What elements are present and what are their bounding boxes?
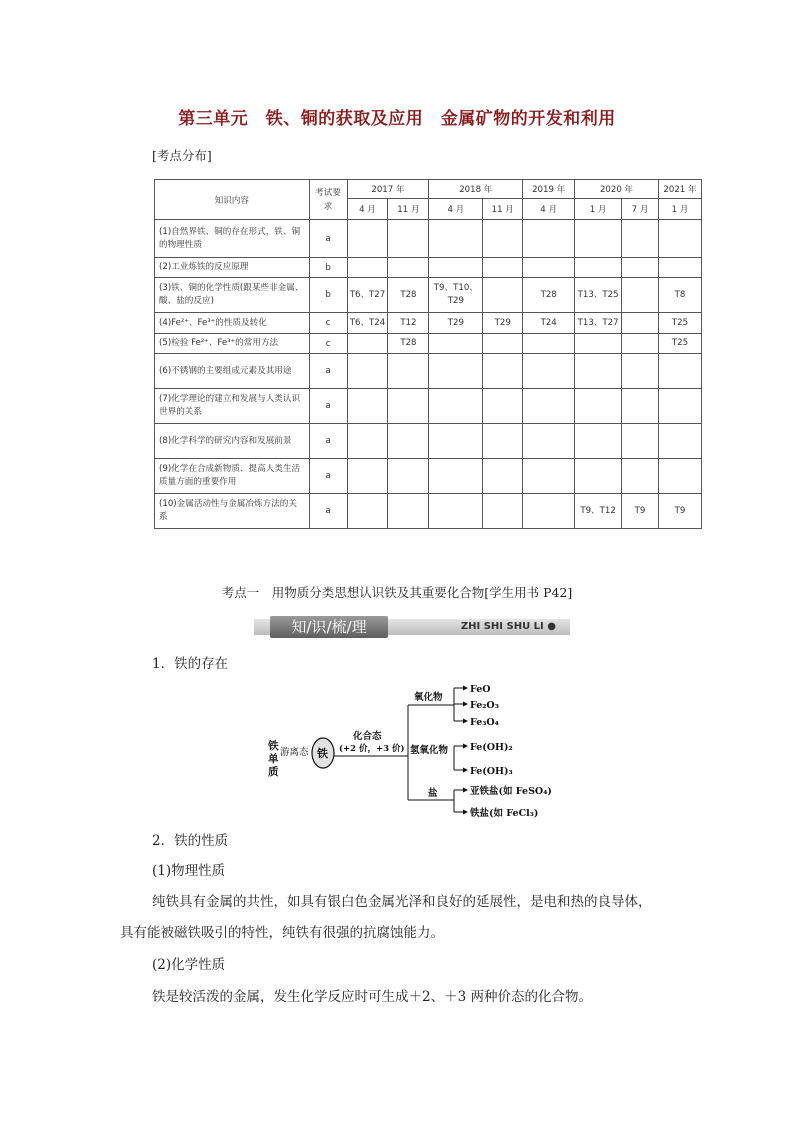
question-cell	[575, 459, 622, 494]
ferrous-salt: 亚铁盐(如 FeSO₄)	[470, 786, 552, 797]
question-cell	[658, 258, 701, 278]
table-row	[155, 424, 702, 459]
question-cell	[575, 334, 622, 354]
question-cell	[429, 424, 483, 459]
question-cell: T25	[658, 334, 701, 354]
question-cell: T28	[523, 278, 575, 313]
question-cell	[523, 424, 575, 459]
diagram-label-single: 单	[268, 753, 279, 765]
heading-chemical: (2)化学性质	[152, 957, 226, 973]
question-cell: T29	[429, 313, 483, 334]
question-cell	[575, 258, 622, 278]
header-month: 11 月	[483, 199, 523, 220]
header-year: 2021 年	[658, 180, 701, 199]
question-cell	[658, 220, 701, 258]
header-year: 2018 年	[429, 180, 523, 199]
diagram-combined-state: 化合态	[353, 731, 382, 742]
question-cell: T13、T27	[575, 313, 622, 334]
header-requirement: 考试要求	[309, 180, 347, 220]
requirement-cell: b	[309, 278, 347, 313]
requirement-cell: b	[309, 258, 347, 278]
question-cell	[658, 389, 701, 424]
knowledge-cell: (1)自然界铁、铜的存在形式，铁、铜的物理性质	[155, 220, 310, 258]
topic-heading: 考点一 用物质分类思想认识铁及其重要化合物[学生用书 P42]	[221, 585, 573, 600]
diagram-label-substance: 质	[268, 766, 279, 778]
header-month: 4 月	[347, 199, 388, 220]
question-cell	[347, 258, 388, 278]
question-cell	[483, 220, 523, 258]
question-cell	[622, 389, 659, 424]
knowledge-cell: (5)检验 Fe²⁺、Fe³⁺的常用方法	[155, 334, 310, 354]
header-year: 2020 年	[575, 180, 659, 199]
question-cell	[483, 494, 523, 529]
question-cell: T6、T27	[347, 278, 388, 313]
question-cell	[347, 220, 388, 258]
knowledge-cell: (7)化学理论的建立和发展与人类认识世界的关系	[155, 389, 310, 424]
diagram-circle-label: 铁	[317, 747, 328, 760]
heading-physical: (1)物理性质	[152, 863, 226, 879]
question-cell	[483, 258, 523, 278]
question-cell	[388, 220, 429, 258]
table-row	[155, 354, 702, 389]
question-cell: T9	[622, 494, 659, 529]
question-cell	[429, 494, 483, 529]
question-cell	[429, 334, 483, 354]
question-cell: T9	[658, 494, 701, 529]
section-subheading: [考点分布]	[152, 148, 212, 163]
requirement-cell: c	[309, 334, 347, 354]
question-cell	[523, 334, 575, 354]
knowledge-cell: (8)化学科学的研究内容和发展前景	[155, 424, 310, 459]
requirement-cell: c	[309, 313, 347, 334]
header-month: 1 月	[575, 199, 622, 220]
paragraph-physical-2: 具有能被磁铁吸引的特性，纯铁有很强的抗腐蚀能力。	[120, 925, 444, 941]
question-cell	[658, 459, 701, 494]
header-month: 7 月	[622, 199, 659, 220]
diagram-oxide: 氧化物	[414, 692, 443, 703]
header-knowledge: 知识内容	[155, 180, 310, 220]
question-cell: T6、T24	[347, 313, 388, 334]
formula-feoh3: Fe(OH)₃	[470, 766, 513, 777]
question-cell	[429, 258, 483, 278]
question-cell	[388, 459, 429, 494]
question-cell	[622, 424, 659, 459]
question-cell	[347, 334, 388, 354]
knowledge-cell: (10)金属活动性与金属冶炼方法的关系	[155, 494, 310, 529]
question-cell	[575, 220, 622, 258]
exam-distribution-table	[154, 179, 702, 529]
question-cell	[523, 459, 575, 494]
question-cell	[483, 334, 523, 354]
table-row	[155, 278, 702, 313]
question-cell: T29	[483, 313, 523, 334]
question-cell	[523, 354, 575, 389]
question-cell: T13、T25	[575, 278, 622, 313]
question-cell	[483, 459, 523, 494]
question-cell	[429, 389, 483, 424]
question-cell: T8	[658, 278, 701, 313]
question-cell	[483, 389, 523, 424]
question-cell	[483, 354, 523, 389]
paragraph-physical-1: 纯铁具有金属的共性，如具有银白色金属光泽和良好的延展性，是电和热的良导体，	[152, 894, 652, 910]
header-month: 1 月	[658, 199, 701, 220]
question-cell	[388, 354, 429, 389]
question-cell	[622, 334, 659, 354]
table-row	[155, 494, 702, 529]
iron-existence-diagram	[262, 676, 562, 826]
question-cell	[622, 354, 659, 389]
question-cell	[575, 389, 622, 424]
header-year: 2019 年	[523, 180, 575, 199]
question-cell	[523, 220, 575, 258]
question-cell: T9、T10、T29	[429, 278, 483, 313]
question-cell	[347, 424, 388, 459]
knowledge-cell: (2)工业炼铁的反应原理	[155, 258, 310, 278]
question-cell	[622, 313, 659, 334]
question-cell	[622, 220, 659, 258]
banner-caption: ZHI SHI SHU LI ●	[460, 621, 556, 632]
question-cell	[347, 459, 388, 494]
requirement-cell: a	[309, 494, 347, 529]
question-cell: T9、T12	[575, 494, 622, 529]
question-cell: T28	[388, 278, 429, 313]
question-cell	[658, 354, 701, 389]
ferric-salt: 铁盐(如 FeCl₃)	[470, 808, 539, 819]
question-cell	[429, 459, 483, 494]
diagram-free-state: 游离态	[280, 747, 309, 758]
header-month: 11 月	[388, 199, 429, 220]
knowledge-cell: (9)化学在合成新物质、提高人类生活质量方面的重要作用	[155, 459, 310, 494]
question-cell	[347, 354, 388, 389]
page-title: 第三单元 铁、铜的获取及应用 金属矿物的开发和利用	[178, 109, 616, 129]
heading-iron-properties: 2．铁的性质	[152, 833, 229, 849]
formula-fe2o3: Fe₂O₃	[470, 700, 499, 711]
table-row	[155, 334, 702, 354]
question-cell: T12	[388, 313, 429, 334]
question-cell	[347, 494, 388, 529]
question-cell	[523, 258, 575, 278]
question-cell	[388, 389, 429, 424]
question-cell	[622, 278, 659, 313]
question-cell	[429, 220, 483, 258]
question-cell	[575, 424, 622, 459]
question-cell	[388, 258, 429, 278]
question-cell: T25	[658, 313, 701, 334]
question-cell	[622, 258, 659, 278]
requirement-cell: a	[309, 220, 347, 258]
question-cell	[622, 459, 659, 494]
header-year: 2017 年	[347, 180, 429, 199]
question-cell	[388, 494, 429, 529]
requirement-cell: a	[309, 459, 347, 494]
knowledge-cell: (6)不锈钢的主要组成元素及其用途	[155, 354, 310, 389]
diagram-label-iron: 铁	[268, 740, 279, 752]
formula-fe3o4: Fe₃O₄	[470, 717, 499, 728]
diagram-hydroxide: 氢氧化物	[410, 745, 449, 756]
table-row	[155, 258, 702, 278]
table-row	[155, 220, 702, 258]
heading-iron-existence: 1．铁的存在	[152, 656, 229, 672]
knowledge-cell: (3)铁、铜的化学性质(跟某些非金属、酸、盐的反应)	[155, 278, 310, 313]
question-cell	[523, 494, 575, 529]
question-cell	[658, 424, 701, 459]
requirement-cell: a	[309, 424, 347, 459]
diagram-salt: 盐	[428, 788, 438, 799]
question-cell	[575, 354, 622, 389]
requirement-cell: a	[309, 354, 347, 389]
requirement-cell: a	[309, 389, 347, 424]
table-row	[155, 459, 702, 494]
header-month: 4 月	[523, 199, 575, 220]
formula-feo: FeO	[470, 684, 491, 695]
knowledge-cell: (4)Fe²⁺、Fe³⁺的性质及转化	[155, 313, 310, 334]
header-month: 4 月	[429, 199, 483, 220]
formula-feoh2: Fe(OH)₂	[470, 742, 513, 753]
banner-label: 知/识/梳/理	[270, 616, 388, 638]
question-cell	[483, 424, 523, 459]
paragraph-chemical: 铁是较活泼的金属，发生化学反应时可生成＋2、＋3 两种价态的化合物。	[152, 989, 592, 1005]
question-cell: T24	[523, 313, 575, 334]
question-cell	[429, 354, 483, 389]
table-row	[155, 313, 702, 334]
diagram-valence: (+2 价，+3 价)	[339, 744, 405, 754]
question-cell	[523, 389, 575, 424]
question-cell	[483, 278, 523, 313]
question-cell: T28	[388, 334, 429, 354]
question-cell	[347, 389, 388, 424]
knowledge-banner	[254, 616, 570, 638]
table-row	[155, 389, 702, 424]
question-cell	[388, 424, 429, 459]
